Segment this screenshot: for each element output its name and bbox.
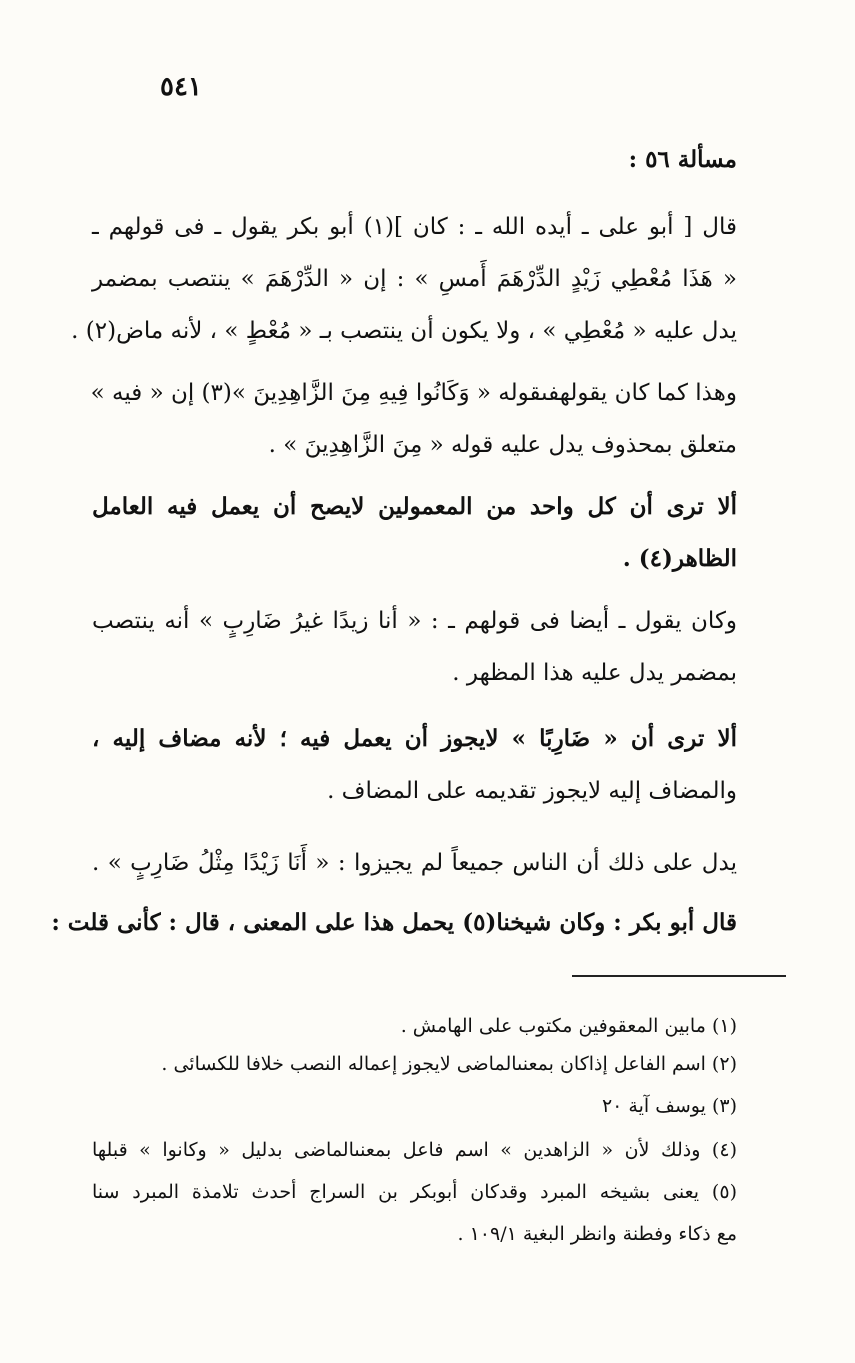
text-line: ألا ترى أن كل واحد من المعمولين لايصح أن يعمل فيه العامل xyxy=(92,493,737,520)
text-line: قال [ أبو على ـ أيده الله ـ : كان ](١) أبو بكر يقول ـ فى قولهم ـ xyxy=(92,214,737,240)
text-line: قال أبو بكر : وكان شيخنا(٥) يحمل هذا على المعنى ، قال : كأنى قلت : xyxy=(51,909,737,936)
text-line: بمضمر يدل عليه هذا المظهر . xyxy=(452,660,737,686)
text-line: وكان يقول ـ أيضا فى قولهم ـ : « أنا زيدًا غيرُ ضَارِبٍ » أنه ينتصب xyxy=(92,608,737,634)
text-line: الظاهر(٤) . xyxy=(622,545,737,572)
footnote-separator xyxy=(572,975,786,977)
text-line: وهذا كما كان يقولهفىقوله « وَكَانُوا فِيهِ مِنَ الزَّاهِدِينَ »(٣) إن « فيه » xyxy=(90,380,737,406)
text-line: ألا ترى أن « ضَارِبًا » لايجوز أن يعمل فيه ؛ لأنه مضاف إليه ، xyxy=(92,725,737,752)
text-line: « هَذَا مُعْطِي زَيْدٍ الدِّرْهَمَ أَمسِ » : إن « الدِّرْهَمَ » ينتصب بمضمر xyxy=(92,266,737,292)
text-line: والمضاف إليه لايجوز تقديمه على المضاف . xyxy=(327,778,737,804)
text-line: متعلق بمحذوف يدل عليه قوله « مِنَ الزَّاهِدِينَ » . xyxy=(268,432,737,458)
footnote: (٤) وذلك لأن « الزاهدين » اسم فاعل بمعنىالماضى بدليل « وكانوا » قبلها xyxy=(92,1139,737,1161)
page-number: ٥٤١ xyxy=(160,72,202,102)
text-line: يدل على ذلك أن الناس جميعاً لم يجيزوا : « أَنَا زَيْدًا مِثْلُ ضَارِبٍ » . xyxy=(92,850,737,876)
footnote: (٣) يوسف آية ٢٠ xyxy=(601,1095,737,1117)
section-heading: مسألة ٥٦ : xyxy=(628,146,737,173)
footnote: (١) مابين المعقوفين مكتوب على الهامش . xyxy=(400,1015,737,1037)
text-line: يدل عليه « مُعْطِي » ، ولا يكون أن ينتصب بـ « مُعْطٍ » ، لأنه ماض(٢) . xyxy=(71,318,737,344)
footnote: (٢) اسم الفاعل إذاكان بمعنىالماضى لايجوز إعماله النصب خلافا للكسائى . xyxy=(161,1053,737,1075)
footnote: (٥) يعنى بشيخه المبرد وقدكان أبوبكر بن السراج أحدث تلامذة المبرد سنا xyxy=(92,1181,737,1203)
footnote: مع ذكاء وفطنة وانظر البغية ١٠٩/١ . xyxy=(457,1223,737,1245)
